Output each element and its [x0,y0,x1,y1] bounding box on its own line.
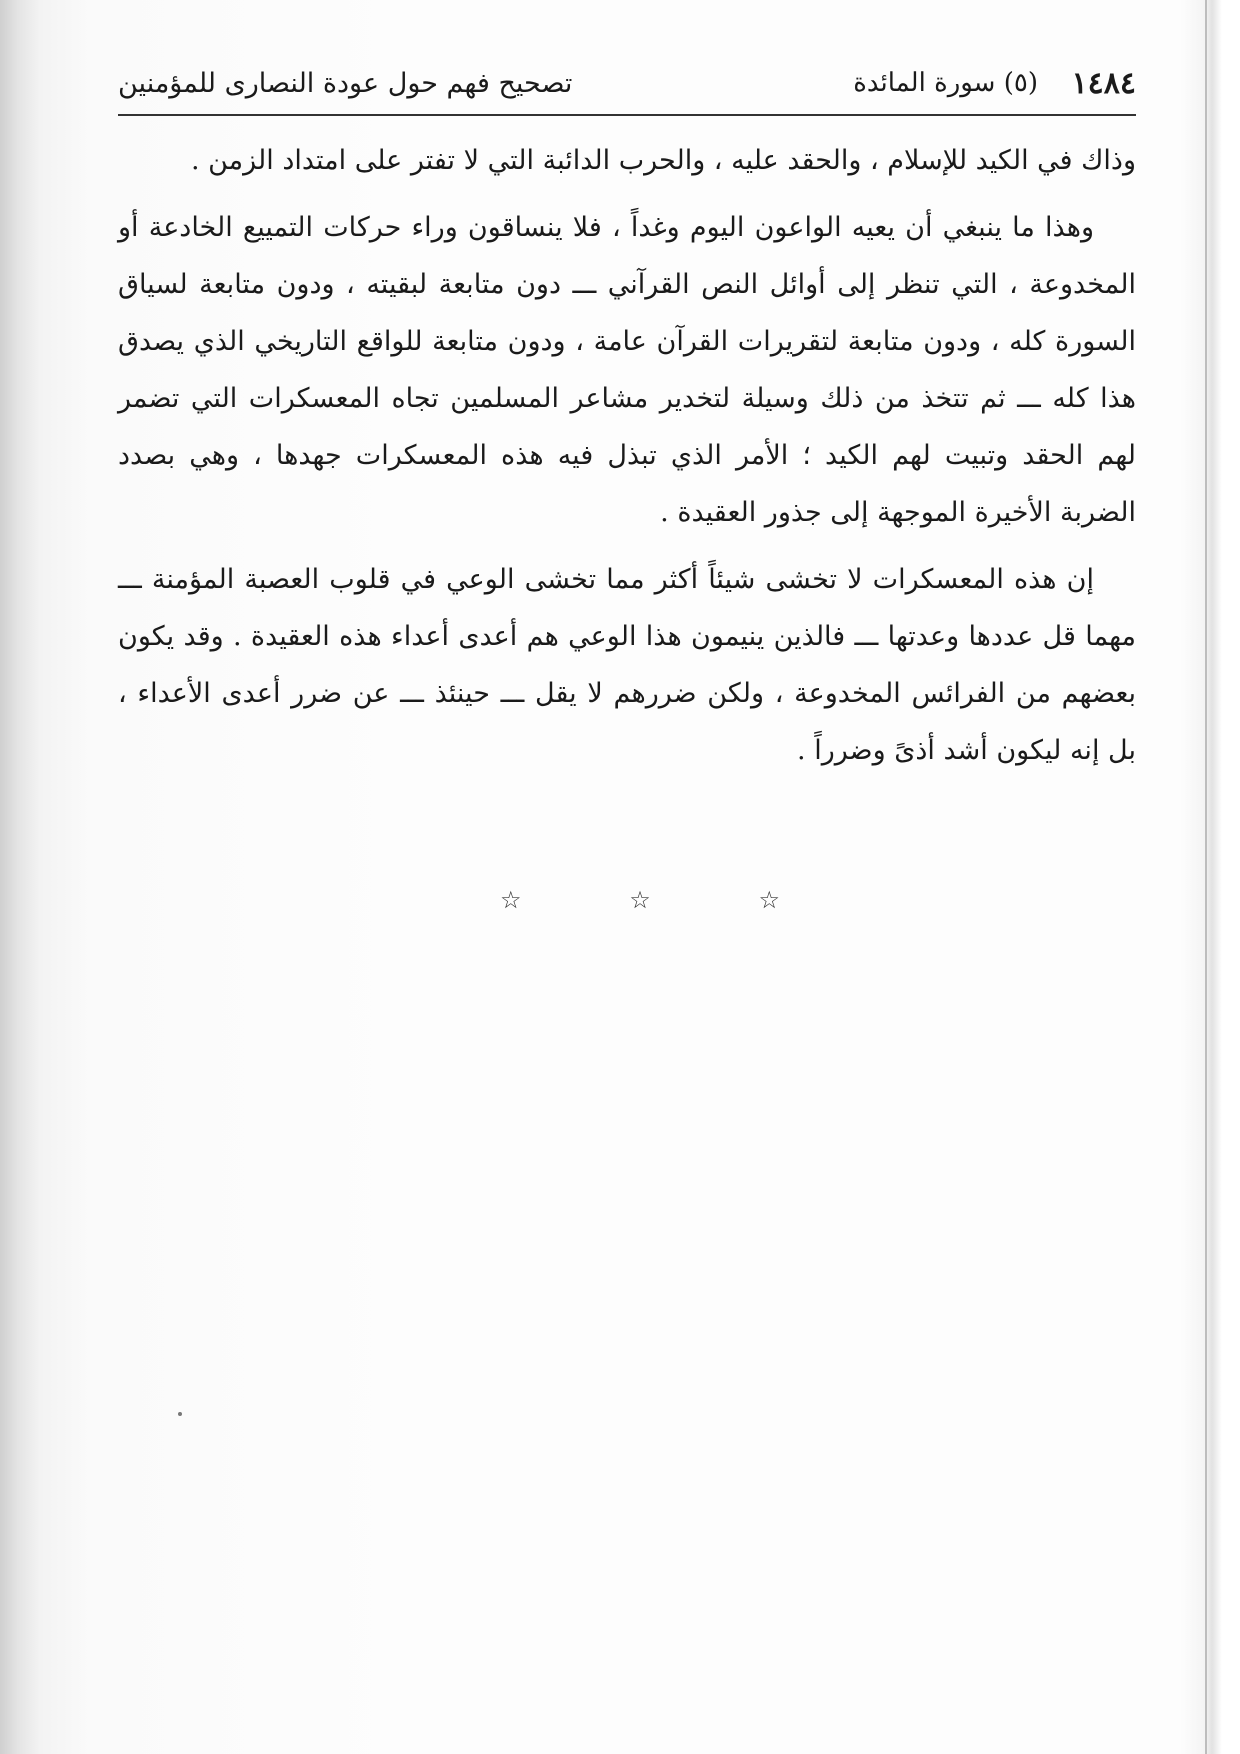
scan-speck [178,1412,182,1416]
star-outline-icon: ☆ [500,886,522,914]
body-text [118,132,1136,789]
paragraph-1: وذاك في الكيد للإسلام ، والحقد عليه ، والحرب الدائبة التي لا تفتر على امتداد الزمن . [190,145,1136,176]
paragraph-2: وهذا ما ينبغي أن يعيه الواعون اليوم وغداً ، فلا ينساقون وراء حركات التمييع الخادعة أو المخدوعة ، التي تنظر إلى أوائل النص القرآني ـــ دون متابعة لبقيته ، ودون متابعة لسياق السورة كله ، ودون متابعة لتقريرات القرآن عامة ، ودون متابعة للواقع التاريخي الذي يصدق هذا كله ـــ ثم تتخذ من ذلك وسيلة لتخدير مشاعر المسلمين تجاه المعسكرات التي تضمر لهم الحقد وتبيت لهم الكيد ؛ الأمر الذي تبذل فيه هذه المعسكرات جهدها ، وهي بصدد الضربة الأخيرة الموجهة إلى جذور العقيدة . [118,212,1136,528]
header-divider [118,114,1136,116]
running-title: تصحيح فهم حول عودة النصارى للمؤمنين [118,68,573,99]
surah-label: (٥) سورة المائدة [853,68,1038,98]
star-outline-icon: ☆ [629,886,651,914]
section-separator [500,880,780,920]
paragraph-3: إن هذه المعسكرات لا تخشى شيئاً أكثر مما تخشى الوعي في قلوب العصبة المؤمنة ـــ مهما قل عددها وعدتها ـــ فالذين ينيمون هذا الوعي هم أعدى أعداء هذه العقيدة . وقد يكون بعضهم من الفرائس المخدوعة ، ولكن ضررهم لا يقل ـــ حينئذ ـــ عن ضرر أعدى الأعداء ، بل إنه ليكون أشد أذىً وضرراً . [118,564,1136,766]
page-number: ١٤٨٤ [1071,66,1136,101]
page-header [118,60,1136,114]
page-edge-shadow [1205,0,1207,1754]
star-outline-icon: ☆ [758,886,780,914]
